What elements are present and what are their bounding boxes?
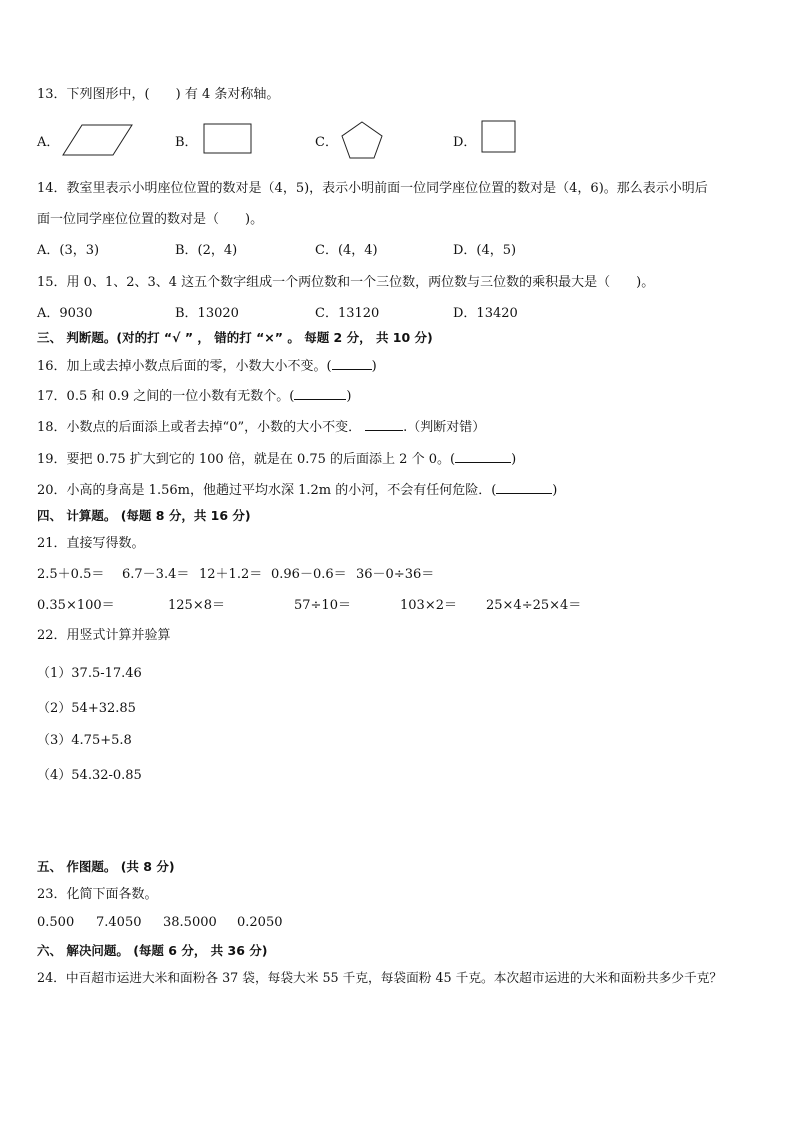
question-24-text: 24．中百超市运进大米和面粉各 37 袋，每袋大米 55 千克，每袋面粉 45 千克。本次超市运进的大米和面粉共多少千克？	[37, 970, 723, 985]
q18-end: .（判断对错）	[403, 420, 486, 435]
q21-row2-item-1: 0.35×100＝	[37, 598, 115, 613]
q23-item-4: 0.2050	[237, 915, 283, 930]
q15-option-a: A．9030	[37, 306, 93, 321]
question-14-line-2: 面一位同学座位位置的数对是（ )。	[37, 212, 264, 227]
q16-end: )	[371, 359, 377, 374]
square-shape	[481, 120, 517, 154]
q17-answer-blank[interactable]	[294, 388, 346, 400]
question-15-text: 15．用 0、1、2、3、4 这五个数字组成一个两位数和一个三位数，两位数与三位数的乘积最大是（ )。	[37, 275, 655, 290]
q14-option-b: B．(2，4)	[175, 243, 238, 258]
q21-row2-item-2: 125×8＝	[168, 598, 225, 613]
q15-option-d: D．13420	[453, 306, 518, 321]
q21-row1-item-3: 12＋1.2＝	[199, 567, 263, 582]
q21-row1-item-5: 36－0÷36＝	[356, 567, 435, 582]
q13-option-d-label: D．	[453, 135, 477, 150]
question-17	[37, 385, 351, 404]
q18-text: 18．小数点的后面添上或者去掉“0”，小数的大小不变．	[37, 420, 362, 435]
q15-option-b: B．13020	[175, 306, 239, 321]
section-5-heading: 五、 作图题。 (共 8 分)	[37, 859, 175, 874]
q22-item-3: （3）4.75+5.8	[37, 733, 132, 748]
q23-item-1: 0.500	[37, 915, 75, 930]
section-6-heading: 六、 解决问题。 (每题 6 分， 共 36 分)	[37, 943, 268, 958]
q21-row2-item-5: 25×4÷25×4＝	[486, 598, 582, 613]
question-18	[37, 416, 485, 435]
question-20	[37, 479, 557, 498]
q22-item-1: （1）37.5-17.46	[37, 666, 142, 681]
question-13-text: 13．下列图形中，( ) 有 4 条对称轴。	[37, 87, 280, 102]
rectangle-shape	[203, 123, 253, 155]
q19-end: )	[511, 452, 517, 467]
q16-answer-blank[interactable]	[332, 358, 372, 370]
question-19	[37, 448, 516, 467]
q17-end: )	[346, 389, 352, 404]
question-14-line-1: 14．教室里表示小明座位位置的数对是（4，5)，表示小明前面一位同学座位位置的数对是（4，6)。那么表示小明后	[37, 181, 708, 196]
q20-end: )	[552, 483, 558, 498]
q13-option-a-label: A．	[37, 135, 60, 150]
q13-option-b-label: B．	[175, 135, 198, 150]
q14-option-c: C．(4，4)	[315, 243, 378, 258]
q21-row1-item-2: 6.7－3.4＝	[122, 567, 190, 582]
q21-row2-item-3: 57÷10＝	[294, 598, 351, 613]
q21-row2-item-4: 103×2＝	[400, 598, 457, 613]
question-21-text: 21．直接写得数。	[37, 536, 145, 551]
q23-item-2: 7.4050	[96, 915, 142, 930]
question-16	[37, 355, 377, 374]
q20-answer-blank[interactable]	[496, 482, 552, 494]
q13-option-c-label: C．	[315, 135, 338, 150]
q15-option-c: C．13120	[315, 306, 380, 321]
q17-text: 17．0.5 和 0.9 之间的一位小数有无数个。(	[37, 389, 295, 404]
q19-answer-blank[interactable]	[455, 451, 511, 463]
question-22-text: 22．用竖式计算并验算	[37, 628, 171, 643]
q21-row1-item-4: 0.96－0.6＝	[271, 567, 347, 582]
section-3-heading: 三、 判断题。(对的打 “√ ” ， 错的打 “×” 。 每题 2 分， 共 10 分)	[37, 330, 433, 345]
q18-answer-blank[interactable]	[365, 419, 403, 431]
q22-item-2: （2）54+32.85	[37, 701, 136, 716]
q22-item-4: （4）54.32-0.85	[37, 768, 142, 783]
q16-text: 16．加上或去掉小数点后面的零，小数大小不变。(	[37, 359, 332, 374]
parallelogram-shape	[62, 124, 134, 156]
q14-option-d: D．(4，5)	[453, 243, 517, 258]
q14-option-a: A．(3，3)	[37, 243, 100, 258]
section-4-heading: 四、 计算题。 (每题 8 分，共 16 分)	[37, 508, 251, 523]
q23-item-3: 38.5000	[163, 915, 217, 930]
q21-row1-item-1: 2.5＋0.5＝	[37, 567, 105, 582]
question-23-text: 23．化简下面各数。	[37, 887, 158, 902]
q19-text: 19．要把 0.75 扩大到它的 100 倍，就是在 0.75 的后面添上 2 个 0。(	[37, 452, 456, 467]
q20-text: 20．小高的身高是 1.56m，他趟过平均水深 1.2m 的小河，不会有任何危险．(	[37, 483, 497, 498]
pentagon-shape	[340, 120, 384, 160]
